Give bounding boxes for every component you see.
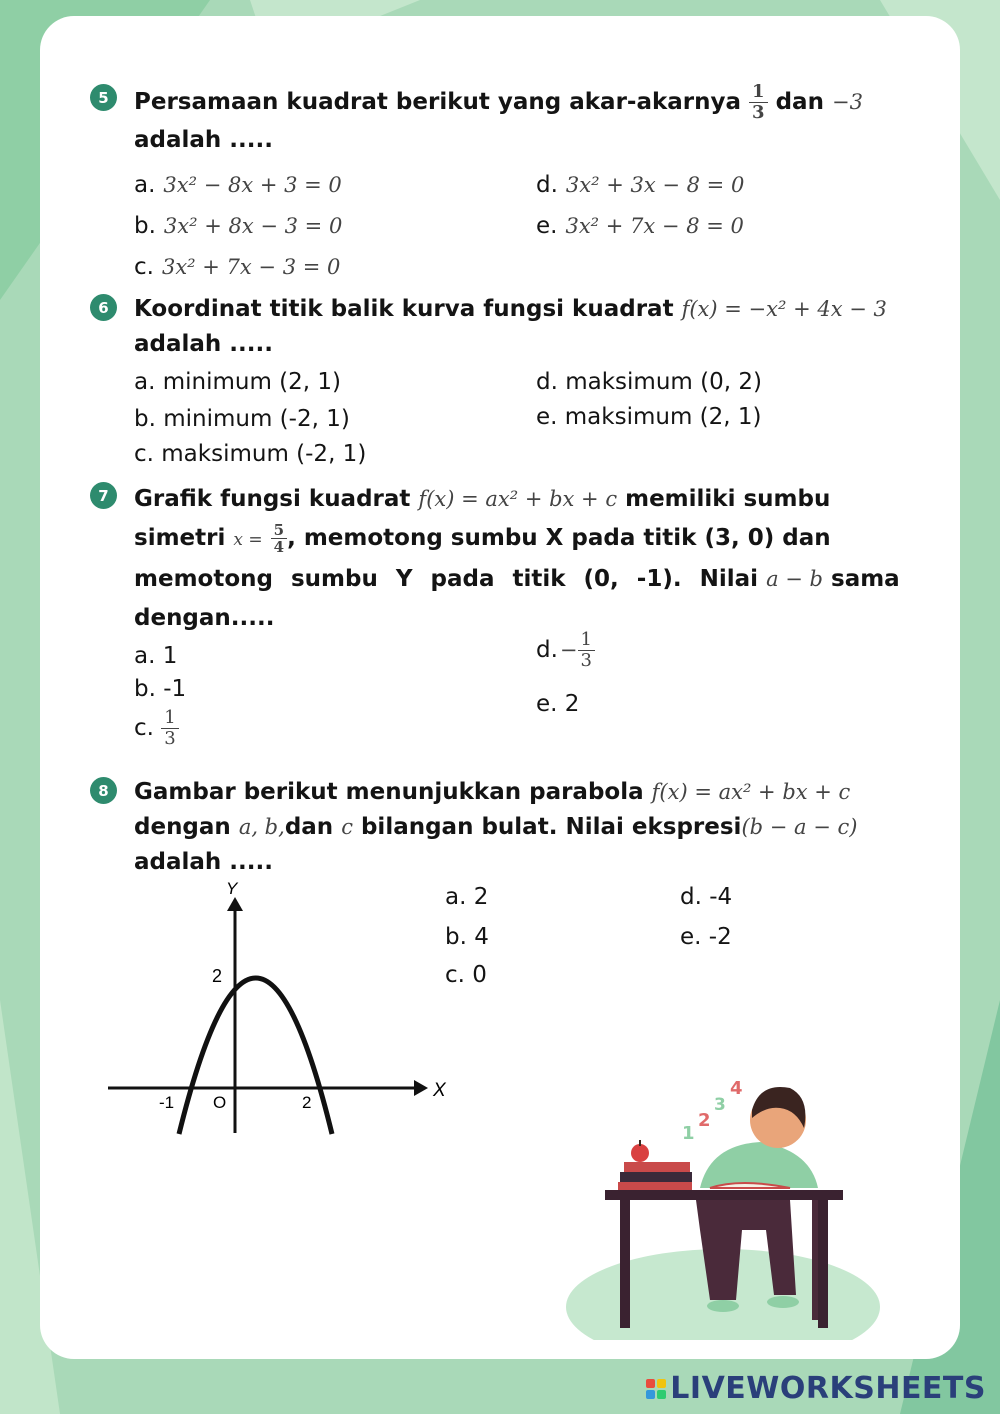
question-stem: Grafik fungsi kuadrat f(x) = ax² + bx + c memiliki sumbu simetri x = $\frac{5}{4}$ , memotong sumbu X pada titik (3, 0) dan memotong sumbu Y pada titik (0, -1). Nilai a − b sama dengan..... — [134, 486, 900, 631]
option-d[interactable]: d. -4 — [680, 884, 733, 910]
student-illustration — [560, 1070, 890, 1340]
question-5 — [95, 82, 915, 158]
question-number-badge: 8 — [90, 777, 117, 804]
question-number-badge: 5 — [90, 84, 117, 111]
option-b[interactable]: b. 3x² + 8x − 3 = 0 — [134, 213, 343, 239]
option-a[interactable]: a. 2 — [445, 884, 489, 910]
fraction-one-third: $\frac{1}{3}$ — [161, 708, 178, 749]
fraction-one-third: $\frac{1}{3}$ — [578, 630, 595, 671]
origin-label: O — [213, 1093, 227, 1112]
y-axis-label: Y — [226, 879, 238, 898]
option-d[interactable]: d.− $\frac{1}{3}$ — [536, 630, 595, 671]
book — [618, 1182, 692, 1190]
apple-stem — [639, 1140, 641, 1146]
logo-icon — [646, 1379, 666, 1399]
desk-top — [605, 1190, 843, 1200]
number-1: 1 — [682, 1123, 695, 1144]
option-a[interactable]: a. 1 — [134, 643, 178, 669]
question-6 — [95, 292, 915, 362]
option-a[interactable]: a. 3x² − 8x + 3 = 0 — [134, 172, 342, 198]
desk-leg — [620, 1200, 630, 1328]
number-2: 2 — [698, 1110, 711, 1131]
option-e[interactable]: e. 3x² + 7x − 8 = 0 — [536, 213, 744, 239]
liveworksheets-logo[interactable] — [646, 1371, 986, 1406]
option-e[interactable]: e. -2 — [680, 924, 732, 950]
fraction-one-third: $\frac{1}{3}$ — [749, 82, 768, 123]
fraction-five-fourths: $\frac{5}{4}$ — [271, 522, 287, 555]
x-axis-arrow — [414, 1080, 428, 1096]
question-number-badge: 6 — [90, 294, 117, 321]
option-e[interactable]: e. maksimum (2, 1) — [536, 404, 762, 430]
question-8 — [95, 775, 915, 880]
option-b[interactable]: b. minimum (-2, 1) — [134, 406, 350, 432]
shoe — [767, 1296, 799, 1308]
number-4: 4 — [730, 1078, 743, 1099]
question-stem: Persamaan kuadrat berikut yang akar-akarnya $\frac{1}{3}$ dan −3 adalah ..... — [134, 81, 863, 153]
desk-leg — [818, 1200, 828, 1328]
option-d[interactable]: d. 3x² + 3x − 8 = 0 — [536, 172, 745, 198]
tick-label-xm1: -1 — [159, 1093, 175, 1112]
option-e[interactable]: e. 2 — [536, 691, 580, 717]
question-stem: Koordinat titik balik kurva fungsi kuadrat f(x) = −x² + 4x − 3 adalah ..... — [134, 296, 887, 357]
question-number-badge: 7 — [90, 482, 117, 509]
option-b[interactable]: b. -1 — [134, 676, 187, 702]
parabola-graph — [100, 875, 460, 1145]
tick-label-y2: 2 — [212, 966, 223, 986]
apple — [631, 1144, 649, 1162]
y-axis-arrow — [227, 897, 243, 911]
student-shirt — [700, 1142, 818, 1188]
option-c[interactable]: c. 0 — [445, 962, 487, 988]
option-a[interactable]: a. minimum (2, 1) — [134, 369, 342, 395]
option-c[interactable]: c. $\frac{1}{3}$ — [134, 708, 179, 749]
shoe — [707, 1300, 739, 1312]
number-3: 3 — [714, 1095, 726, 1115]
book — [620, 1172, 692, 1182]
option-b[interactable]: b. 4 — [445, 924, 489, 950]
option-c[interactable]: c. maksimum (-2, 1) — [134, 441, 367, 467]
option-d[interactable]: d. maksimum (0, 2) — [536, 369, 762, 395]
question-7 — [95, 480, 915, 638]
tick-label-x2: 2 — [302, 1093, 312, 1112]
x-axis-label: X — [433, 1080, 446, 1101]
book — [624, 1162, 690, 1172]
question-stem: Gambar berikut menunjukkan parabola f(x) = ax² + bx + c dengan a, b,dan c bilangan bulat. Nilai ekspresi(b − a − c) adalah ..... — [134, 779, 858, 875]
option-c[interactable]: c. 3x² + 7x − 3 = 0 — [134, 254, 341, 280]
logo-text: LIVEWORKSHEETS — [670, 1371, 986, 1406]
